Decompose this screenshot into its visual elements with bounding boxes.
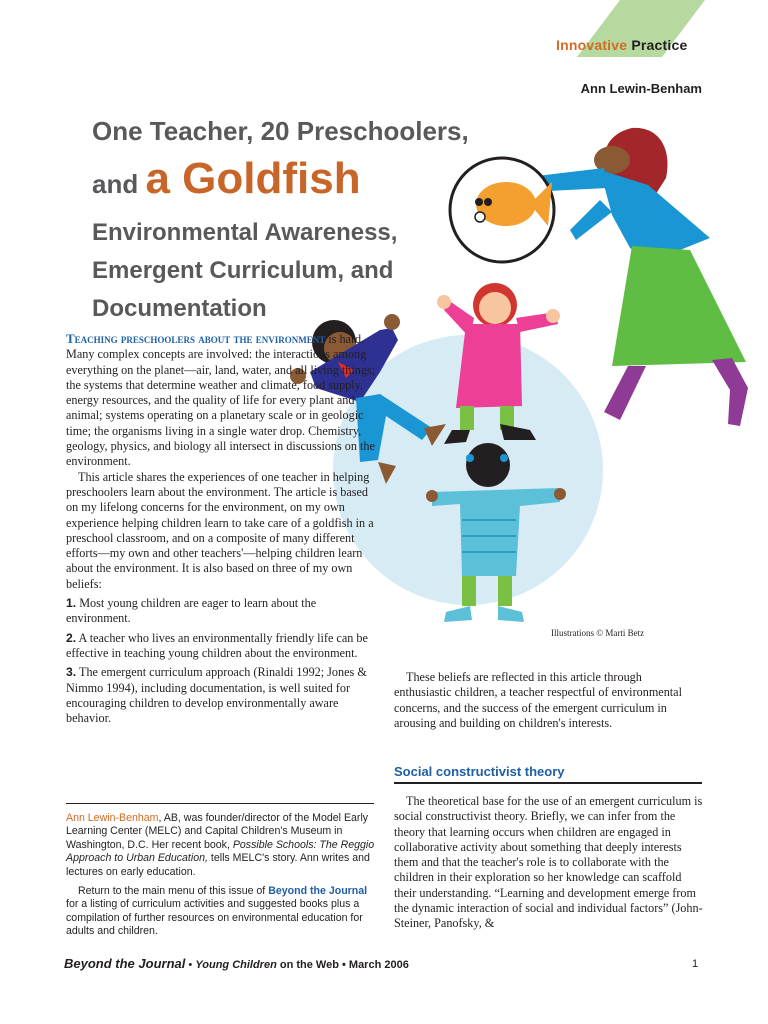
page-number: 1 — [692, 958, 699, 970]
subtitle-line: Documentation — [92, 295, 267, 322]
section-label-innovative: Innovative — [556, 37, 628, 53]
beyond-the-journal-link[interactable]: Beyond the Journal — [268, 885, 368, 898]
footer-magazine: Young Children — [195, 959, 277, 971]
body-paragraph: These beliefs are reflected in this article through enthusiastic children, a teacher respectful of environmental concerns, and the success of the emergent curriculum in arousing and building on children's interests. — [394, 670, 682, 730]
author-name: Ann Lewin-Benham — [580, 81, 702, 96]
body-right-bottom — [394, 794, 704, 932]
lead-caps: Teaching preschoolers about the environment — [66, 331, 326, 346]
bio-divider — [66, 803, 374, 804]
footer-sep: • — [185, 959, 196, 971]
return-text: Return to the main menu of this issue of — [78, 885, 269, 898]
belief-number: 2. — [66, 630, 77, 645]
lead-text: is hard. Many complex concepts are involved: the interactions among everything on the planet—air, land, water, and all living things; the systems that determine weather and climate, food supply, energy resources, and the quality of life for every plant and animal; systems operating on a planetary scale or in geologic time; the organisms living in a single water drop. Chemistry, geology, physics, and biology all intersect in discussions on the environment. — [66, 332, 376, 469]
body-right-top — [394, 670, 702, 731]
belief-text: The emergent curriculum approach (Rinaldi 1992; Jones & Nimmo 1994), including documentation, is well suited for encouraging children to develop environmentally aware behavior. — [66, 665, 367, 726]
bio-paragraph — [66, 812, 376, 879]
section-heading-rule — [394, 782, 702, 784]
subtitle-line: Environmental Awareness, — [92, 219, 398, 246]
body-left-column — [66, 331, 376, 726]
title-goldfish: a Goldfish — [145, 154, 361, 203]
section-label — [556, 37, 687, 53]
body-paragraph: The theoretical base for the use of an emergent curriculum is social constructivist theory. Briefly, we can infer from the theory that learning occurs when children are engaged in collaborative activity about something that deeply interests them and that the teacher's role is to collaborate with the children in their exploration so her knowledge can scaffold their understanding. “Learning and development emerge from the dynamic interaction of social and individual factors” (John-Steiner, Panofsky, & — [394, 794, 703, 931]
belief-item — [66, 596, 376, 627]
belief-item — [66, 665, 376, 726]
footer-journal: Beyond the Journal — [64, 956, 186, 971]
bio-book: Possible Schools: The Reggio Approach to Urban Education, — [66, 838, 375, 865]
section-label-practice: Practice — [631, 37, 688, 53]
belief-text: A teacher who lives an environmentally friendly life can be effective in teaching young children about the environment. — [66, 630, 368, 660]
section-heading: Social constructivist theory — [394, 764, 565, 779]
belief-item — [66, 631, 376, 662]
bio-text: tells MELC's story. Ann writes and lectures on early education. — [66, 852, 370, 878]
footer-rest: on the Web • March 2006 — [276, 959, 409, 971]
title-prefix: and — [92, 169, 139, 199]
return-paragraph — [66, 885, 376, 939]
body-paragraph: This article shares the experiences of one teacher in helping preschoolers learn about the environment. The article is based on my lifelong concerns for the environment, on my own experience helping children learn to take care of a goldfish in a preschool classroom, and on a composite of many different efforts—my own and other teachers'—helping children learn about the environment. It is also based on three of my own beliefs: — [66, 469, 374, 591]
title-line-1: One Teacher, 20 Preschoolers, — [92, 116, 469, 146]
author-bio — [66, 812, 376, 939]
bio-text: , AB, was founder/director of the Model Early Learning Center (MELC) and Capital Children's Museum in Washington, D.C. Her recent book, — [66, 812, 369, 851]
belief-number: 3. — [66, 665, 77, 680]
belief-number: 1. — [66, 596, 77, 611]
lead-paragraph — [66, 331, 376, 470]
bio-name: Ann Lewin-Benham — [66, 812, 159, 824]
subtitle-line: Emergent Curriculum, and — [92, 257, 394, 284]
footer — [64, 956, 409, 971]
goldfish-bowl — [450, 158, 554, 262]
belief-text: Most young children are eager to learn about the environment. — [66, 596, 317, 626]
illustration-credit: Illustrations © Marti Betz — [551, 628, 645, 638]
return-text: for a listing of curriculum activities and suggested books plus a compilation of further resources on environmental education for adults and children. — [66, 898, 363, 938]
